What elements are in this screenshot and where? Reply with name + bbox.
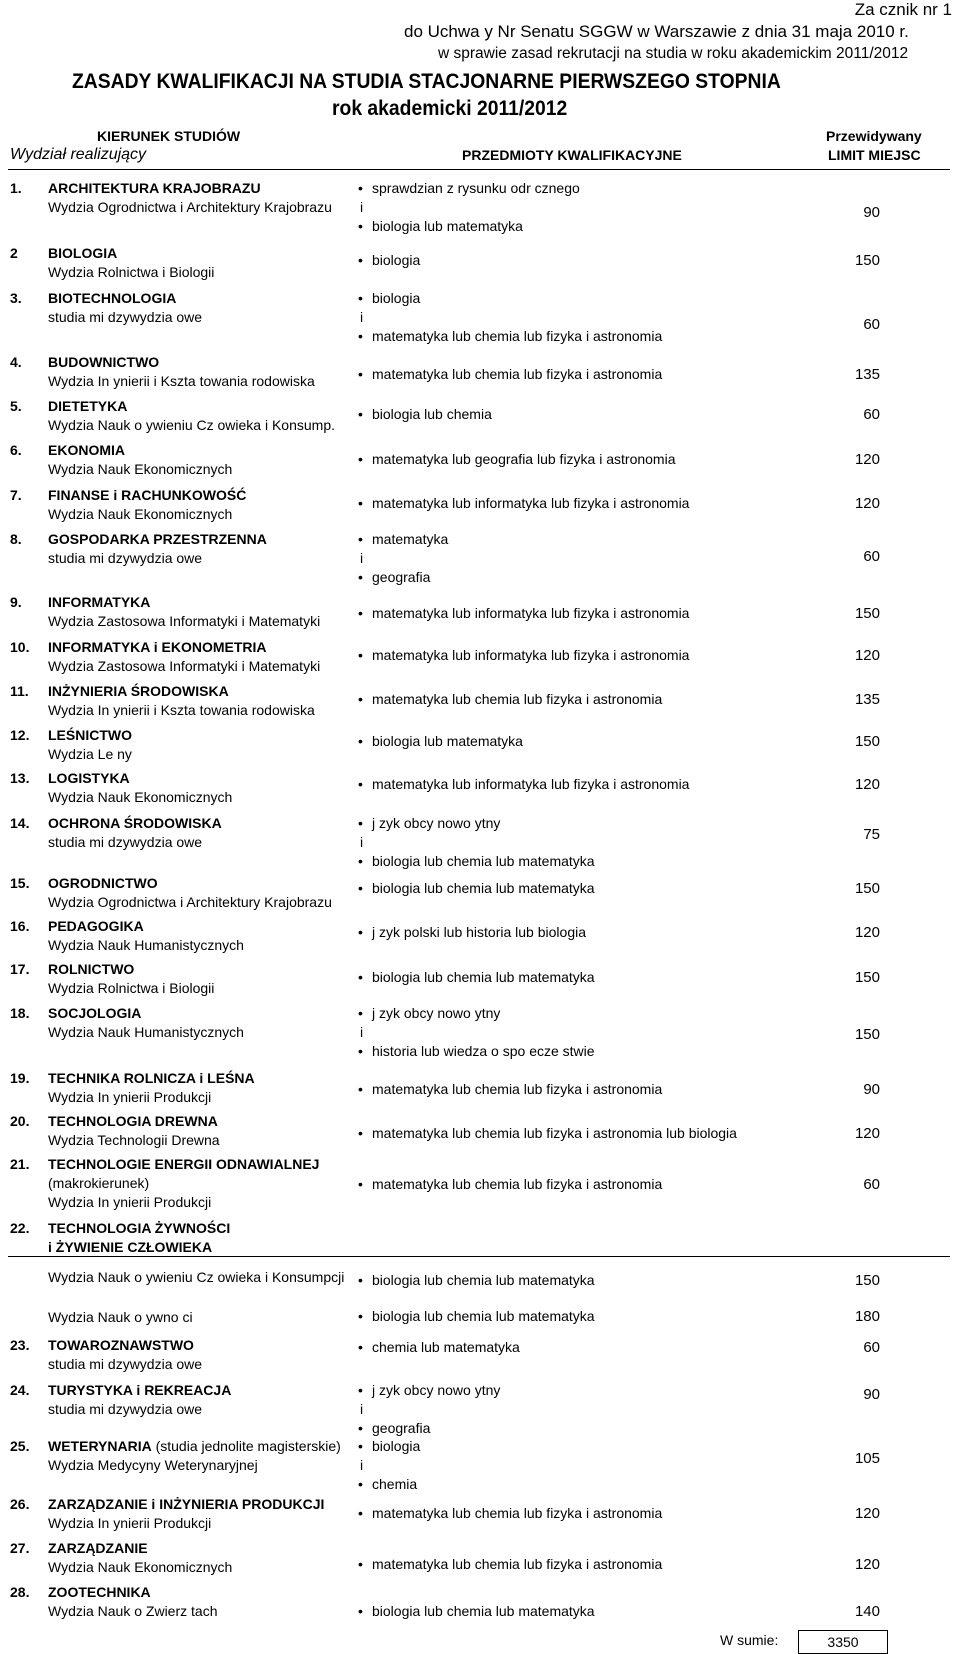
field-of-study: DIETETYKA — [48, 398, 128, 414]
seat-limit: 90 — [863, 1081, 880, 1098]
row-number: 23. — [10, 1337, 30, 1353]
seat-limit: 75 — [863, 826, 880, 843]
field-of-study: ZARZĄDZANIE — [48, 1540, 148, 1556]
field-of-study-line2: i ŻYWIENIE CZŁOWIEKA — [48, 1239, 213, 1255]
seat-limit: 150 — [854, 969, 880, 986]
faculty-name: Wydzia Nauk o Zwierz tach — [48, 1603, 218, 1619]
seat-limit: 120 — [854, 776, 880, 793]
seat-limit: 60 — [863, 316, 880, 333]
seat-limit: 140 — [854, 1603, 880, 1620]
qualifying-subject: • matematyka — [358, 531, 448, 547]
row-number: 7. — [10, 487, 22, 503]
field-of-study: INFORMATYKA i EKONOMETRIA — [48, 639, 267, 655]
row-number: 9. — [10, 594, 22, 610]
qualifying-subject: • matematyka lub chemia lub fizyka i astronomia — [358, 1505, 662, 1521]
faculty-name: studia mi dzywydzia owe — [48, 309, 203, 325]
field-of-study: INFORMATYKA — [48, 594, 151, 610]
conjunction-i: i — [360, 834, 364, 850]
qualifying-subject: • matematyka lub informatyka lub fizyka i astronomia — [358, 647, 689, 663]
field-of-study: ARCHITEKTURA KRAJOBRAZU — [48, 180, 261, 196]
qualifying-subject: • j zyk polski lub historia lub biologia — [358, 924, 586, 940]
qualifying-subject: • matematyka lub chemia lub fizyka i astronomia — [358, 328, 662, 344]
row-number: 21. — [10, 1156, 30, 1172]
qualifying-subject: • j zyk obcy nowo ytny — [358, 1382, 500, 1398]
qualifying-subject: • biologia lub chemia lub matematyka — [358, 853, 595, 869]
seat-limit: 150 — [854, 733, 880, 750]
field-of-study: TECHNIKA ROLNICZA i LEŚNA — [48, 1070, 255, 1086]
seat-limit: 150 — [854, 605, 880, 622]
field-of-study: TECHNOLOGIA ŻYWNOŚCI — [48, 1220, 231, 1236]
qualifying-subject: • matematyka lub chemia lub fizyka i astronomia — [358, 1081, 662, 1097]
conjunction-i: i — [360, 1401, 364, 1417]
faculty-name: Wydzia Nauk o ywieniu Cz owieka i Konsumpcji — [48, 1269, 345, 1285]
sum-value: 3350 — [827, 1634, 859, 1650]
qualifying-subject: • geografia — [358, 1420, 430, 1436]
qualifying-subject: • matematyka lub chemia lub fizyka i astronomia — [358, 1176, 662, 1192]
faculty-name: studia mi dzywydzia owe — [48, 550, 203, 566]
faculty-name: studia mi dzywydzia owe — [48, 1356, 203, 1372]
seat-limit: 150 — [854, 880, 880, 897]
seat-limit: 120 — [854, 647, 880, 664]
faculty-name: studia mi dzywydzia owe — [48, 1401, 203, 1417]
row-number: 22. — [10, 1220, 30, 1236]
faculty-name: Wydzia Nauk Ekonomicznych — [48, 506, 233, 522]
field-of-study: TECHNOLOGIE ENERGII ODNAWIALNEJ — [48, 1156, 320, 1172]
seat-limit: 60 — [863, 406, 880, 423]
row-number: 24. — [10, 1382, 30, 1398]
faculty-name: Wydzia In ynierii i Kszta towania rodowiska — [48, 373, 315, 389]
seat-limit: 60 — [863, 1176, 880, 1193]
faculty-name: Wydzia Nauk Humanistycznych — [48, 937, 244, 953]
seat-limit: 60 — [863, 548, 880, 565]
seat-limit: 60 — [863, 1339, 880, 1356]
row-number: 25. — [10, 1438, 30, 1454]
qualifying-subject: • matematyka lub informatyka lub fizyka i astronomia — [358, 776, 689, 792]
qualifying-subject: • biologia lub chemia lub matematyka — [358, 1603, 595, 1619]
qualifying-subject: • matematyka lub chemia lub fizyka i astronomia lub biologia — [358, 1125, 737, 1141]
faculty-name: Wydzia Nauk o ywno ci — [48, 1309, 193, 1325]
row-number: 2 — [10, 245, 18, 261]
resolution-line: do Uchwa y Nr Senatu SGGW w Warszawie z dnia 31 maja 2010 r. — [404, 22, 909, 41]
seat-limit: 120 — [854, 1125, 880, 1142]
sum-box — [798, 1630, 888, 1654]
field-of-study: FINANSE i RACHUNKOWOŚĆ — [48, 487, 247, 503]
header-rule — [8, 169, 950, 170]
qualifying-subject: • biologia lub matematyka — [358, 218, 523, 234]
faculty-name: Wydzia In ynierii Produkcji — [48, 1089, 212, 1105]
qualifying-subject: • sprawdzian z rysunku odr cznego — [358, 180, 580, 196]
qualifying-subject: • j zyk obcy nowo ytny — [358, 1005, 500, 1021]
qualifying-subject: • matematyka lub chemia lub fizyka i astronomia — [358, 1556, 662, 1572]
field-of-study: ZOOTECHNIKA — [48, 1584, 151, 1600]
qualifying-subject: • matematyka lub chemia lub fizyka i astronomia — [358, 366, 662, 382]
row-number: 3. — [10, 290, 22, 306]
field-of-study: INŻYNIERIA ŚRODOWISKA — [48, 683, 229, 699]
seat-limit: 135 — [854, 366, 880, 383]
qualifying-subject: • biologia lub chemia lub matematyka — [358, 1272, 595, 1288]
row-number: 11. — [10, 683, 29, 699]
row-number: 13. — [10, 770, 30, 786]
faculty-name: Wydzia In ynierii i Kszta towania rodowiska — [48, 702, 315, 718]
row-number: 1. — [10, 180, 22, 196]
row-number: 27. — [10, 1540, 30, 1556]
faculty-name: Wydzia Medycyny Weterynaryjnej — [48, 1457, 258, 1473]
row-number: 26. — [10, 1496, 30, 1512]
row-number: 8. — [10, 531, 22, 547]
field-of-study: ZARZĄDZANIE i INŻYNIERIA PRODUKCJI — [48, 1496, 325, 1512]
field-extra: (makrokierunek) — [48, 1175, 150, 1191]
faculty-name: Wydzia Nauk Humanistycznych — [48, 1024, 244, 1040]
field-of-study: OCHRONA ŚRODOWISKA — [48, 815, 222, 831]
row-number: 15. — [10, 875, 30, 891]
field-of-study: OGRODNICTWO — [48, 875, 158, 891]
qualifying-subject: • biologia lub chemia lub matematyka — [358, 969, 595, 985]
faculty-name: Wydzia Nauk Ekonomicznych — [48, 789, 233, 805]
seat-limit: 120 — [854, 1556, 880, 1573]
seat-limit: 120 — [854, 1505, 880, 1522]
qualifying-subject: • j zyk obcy nowo ytny — [358, 815, 500, 831]
row-number: 18. — [10, 1005, 30, 1021]
row-number: 16. — [10, 918, 30, 934]
faculty-name: Wydzia Nauk Ekonomicznych — [48, 1559, 233, 1575]
qualifying-subject: • biologia lub chemia lub matematyka — [358, 880, 595, 896]
qualifying-subject: • biologia — [358, 1438, 420, 1454]
faculty-name: Wydzia Rolnictwa i Biologii — [48, 264, 215, 280]
qualifying-subject: • matematyka lub informatyka lub fizyka i astronomia — [358, 495, 689, 511]
faculty-name: Wydzia Zastosowa Informatyki i Matematyki — [48, 613, 321, 629]
field-of-study: ROLNICTWO — [48, 961, 135, 977]
resolution-subject: w sprawie zasad rekrutacji na studia w roku akademickim 2011/2012 — [438, 45, 909, 62]
section-rule — [8, 1256, 950, 1257]
qualifying-subject: • geografia — [358, 569, 430, 585]
qualifying-subject: • historia lub wiedza o spo ecze stwie — [358, 1043, 595, 1059]
seat-limit: 105 — [854, 1450, 880, 1467]
faculty-name: Wydzia Rolnictwa i Biologii — [48, 980, 215, 996]
qualifying-subject: • chemia — [358, 1476, 417, 1492]
row-number: 6. — [10, 442, 22, 458]
qualifying-subject: • biologia — [358, 252, 420, 268]
faculty-name: Wydzia Ogrodnictwa i Architektury Krajobrazu — [48, 894, 332, 910]
conjunction-i: i — [360, 550, 364, 566]
field-of-study: EKONOMIA — [48, 442, 125, 458]
row-number: 19. — [10, 1070, 30, 1086]
row-number: 4. — [10, 354, 22, 370]
qualifying-subject: • chemia lub matematyka — [358, 1339, 520, 1355]
field-of-study: TECHNOLOGIA DREWNA — [48, 1113, 218, 1129]
faculty-name: Wydzia Zastosowa Informatyki i Matematyki — [48, 658, 321, 674]
faculty-name: Wydzia Nauk Ekonomicznych — [48, 461, 233, 477]
field-of-study: LOGISTYKA — [48, 770, 130, 786]
col-wydzial: Wydział realizujący — [10, 146, 147, 163]
seat-limit: 90 — [863, 204, 880, 221]
academic-year: rok akademicki 2011/2012 — [332, 97, 568, 120]
field-of-study: TOWAROZNAWSTWO — [48, 1337, 194, 1353]
field-of-study: LEŚNICTWO — [48, 727, 132, 743]
seat-limit: 120 — [854, 451, 880, 468]
conjunction-i: i — [360, 1457, 364, 1473]
row-number: 28. — [10, 1584, 30, 1600]
field-of-study: SOCJOLOGIA — [48, 1005, 142, 1021]
seat-limit: 150 — [854, 252, 880, 269]
seat-limit: 120 — [854, 924, 880, 941]
field-of-study: PEDAGOGIKA — [48, 918, 144, 934]
row-number: 20. — [10, 1113, 30, 1129]
row-number: 17. — [10, 961, 30, 977]
row-number: 5. — [10, 398, 22, 414]
field-of-study: TURYSTYKA i REKREACJA — [48, 1382, 232, 1398]
field-of-study: BIOLOGIA — [48, 245, 118, 261]
field-of-study: GOSPODARKA PRZESTRZENNA — [48, 531, 267, 547]
faculty-name: Wydzia In ynierii Produkcji — [48, 1515, 212, 1531]
col-limit-1: Przewidywany — [826, 128, 922, 144]
attachment-label: Za cznik nr 1 — [854, 0, 952, 19]
qualifying-subject: • matematyka lub chemia lub fizyka i astronomia — [358, 691, 662, 707]
conjunction-i: i — [360, 1024, 364, 1040]
qualifying-subject: • biologia lub matematyka — [358, 733, 523, 749]
seat-limit: 150 — [854, 1272, 880, 1289]
sum-label: W sumie: — [720, 1632, 779, 1648]
row-number: 14. — [10, 815, 30, 831]
faculty-name: Wydzia Le ny — [48, 746, 132, 762]
col-limit-2: LIMIT MIEJSC — [828, 147, 921, 163]
faculty-name: Wydzia Technologii Drewna — [48, 1132, 220, 1148]
document-title: ZASADY KWALIFIKACJI NA STUDIA STACJONARNE PIERWSZEGO STOPNIA — [72, 70, 781, 93]
faculty-name: Wydzia Nauk o ywieniu Cz owieka i Konsump. — [48, 417, 335, 433]
conjunction-i: i — [360, 199, 364, 215]
faculty-name: studia mi dzywydzia owe — [48, 834, 203, 850]
qualifying-subject: • matematyka lub informatyka lub fizyka i astronomia — [358, 605, 689, 621]
col-przedmioty: PRZEDMIOTY KWALIFIKACYJNE — [462, 147, 682, 163]
seat-limit: 120 — [854, 495, 880, 512]
seat-limit: 150 — [854, 1026, 880, 1043]
seat-limit: 90 — [863, 1386, 880, 1403]
field-of-study: BUDOWNICTWO — [48, 354, 160, 370]
field-note: (studia jednolite magisterskie) — [151, 1438, 341, 1454]
row-number: 10. — [10, 639, 30, 655]
seat-limit: 135 — [854, 691, 880, 708]
conjunction-i: i — [360, 309, 364, 325]
qualifying-subject: • biologia lub chemia — [358, 406, 492, 422]
qualifying-subject: • biologia — [358, 290, 420, 306]
field-of-study: BIOTECHNOLOGIA — [48, 290, 177, 306]
row-number: 12. — [10, 727, 30, 743]
qualifying-subject: • matematyka lub geografia lub fizyka i astronomia — [358, 451, 675, 467]
col-kierunek: KIERUNEK STUDIÓW — [97, 128, 241, 144]
faculty-name: Wydzia Ogrodnictwa i Architektury Krajobrazu — [48, 199, 332, 215]
field-of-study: WETERYNARIA (studia jednolite magisterskie) — [48, 1438, 341, 1454]
qualifying-subject: • biologia lub chemia lub matematyka — [358, 1308, 595, 1324]
faculty-name: Wydzia In ynierii Produkcji — [48, 1194, 212, 1210]
seat-limit: 180 — [854, 1308, 880, 1325]
